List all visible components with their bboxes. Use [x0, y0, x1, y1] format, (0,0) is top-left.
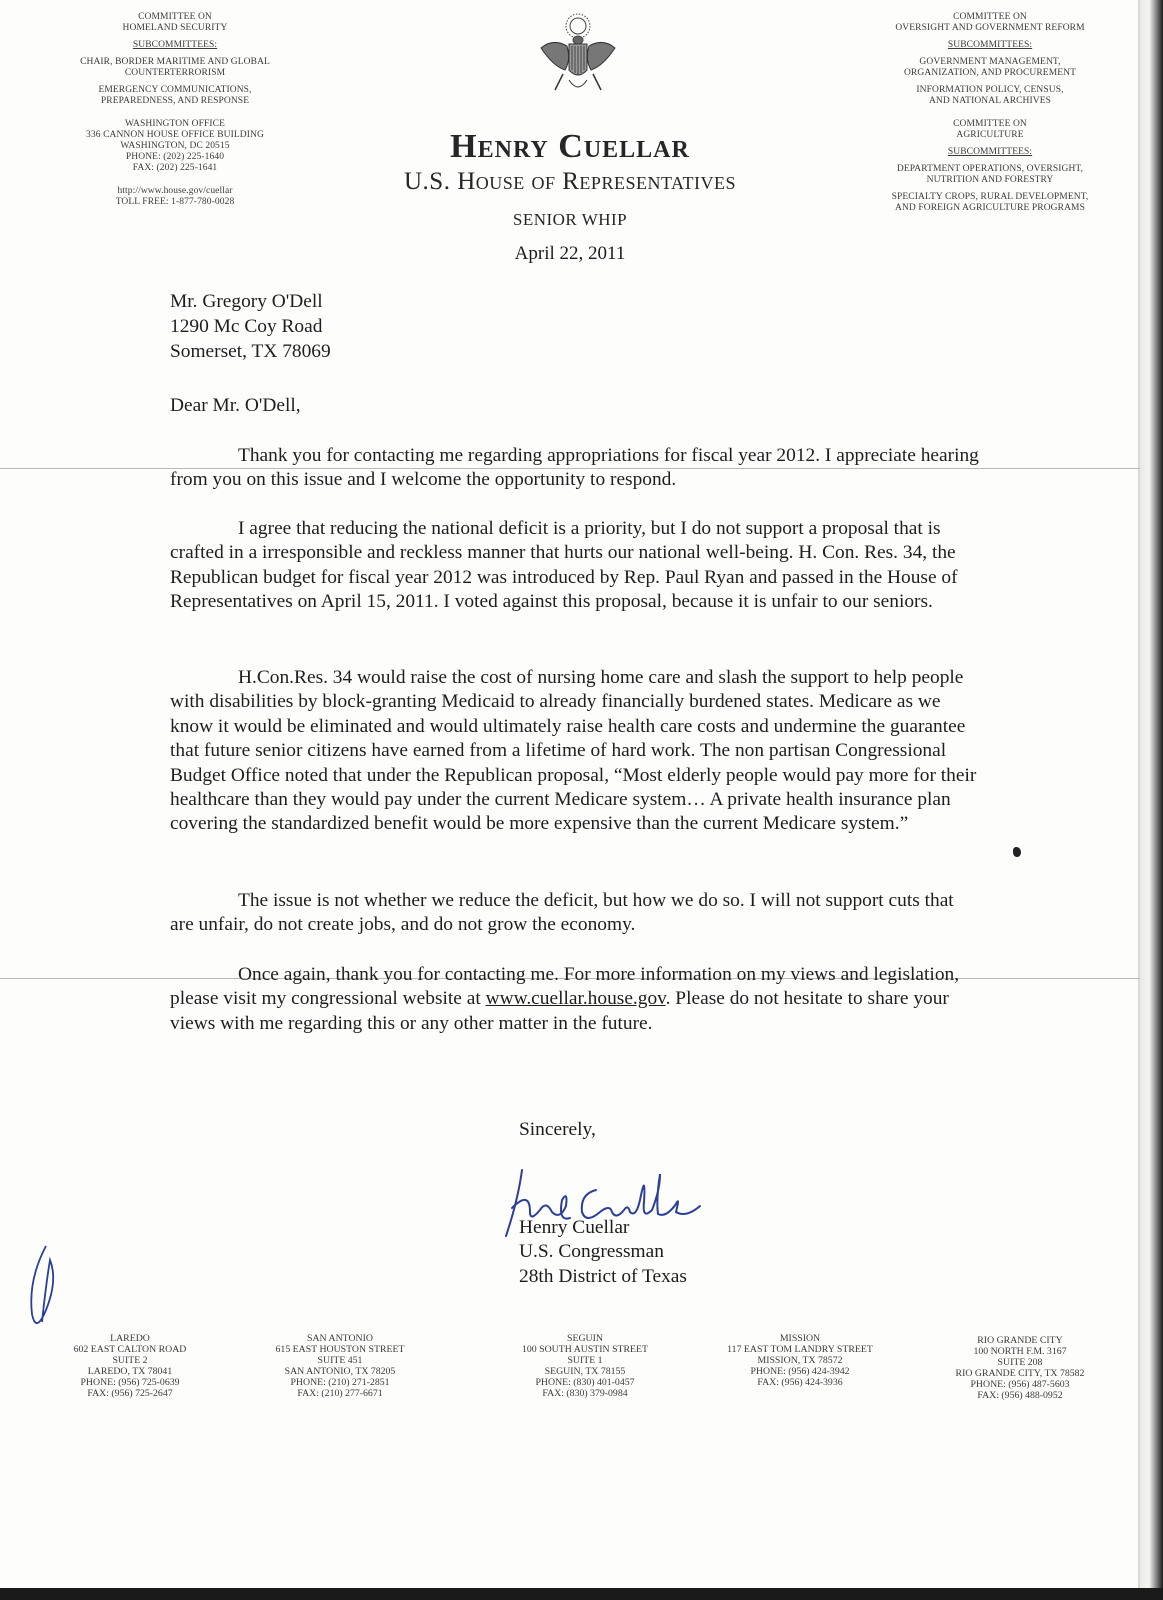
valediction: Sincerely, — [519, 1119, 596, 1140]
office-line: 100 NORTH F.M. 3167 — [973, 1346, 1067, 1357]
paragraph: H.Con.Res. 34 would raise the cost of nursing home care and slash the support to help people with disabilities by block-granting Medicaid to already financially burdened states. Medicare as we know it would be eliminated and would ultimately raise health care costs and undermine the guarantee that future senior citizens have earned from a lifetime of hard work. The non partisan Congressional Budget Office noted that under the Republican proposal, “Most elderly people would pay more for their healthcare than they would pay under the current Medicare system… A private health insurance plan covering the standardized benefit would be more expensive than the current Medicare system.” — [170, 667, 977, 835]
toll-free: TOLL FREE: 1-877-780-0028 — [115, 197, 235, 207]
recipient-address — [170, 289, 980, 364]
subcommittee-line: EMERGENCY COMMUNICATIONS, — [98, 85, 252, 95]
office-phone: PHONE: (202) 225-1640 — [125, 152, 225, 162]
eagle-seal-icon — [533, 8, 623, 100]
paragraph: The issue is not whether we reduce the deficit, but how we do so. I will not support cuts that are unfair, do not create jobs, and do not grow the economy. — [170, 890, 954, 936]
office-city-name: RIO GRANDE CITY — [977, 1335, 1063, 1346]
signature-block — [519, 1216, 687, 1289]
committee-label: COMMITTEE ON — [953, 12, 1027, 22]
office-fax: FAX: (956) 725-2647 — [87, 1388, 173, 1399]
paragraph: Thank you for contacting me regarding appropriations for fiscal year 2012. I appreciate hearing from you on this issue and I welcome the opportunity to respond. — [170, 445, 979, 491]
office-phone: FAX: (956) 424-3936 — [757, 1377, 843, 1388]
office-fax: FAX: (210) 277-6671 — [297, 1388, 383, 1399]
office-line: PHONE: (956) 424-3942 — [750, 1366, 850, 1377]
office-line: SUITE 451 — [317, 1355, 363, 1366]
office-city: WASHINGTON, DC 20515 — [120, 141, 230, 151]
office-line: LAREDO, TX 78041 — [87, 1366, 173, 1377]
subcommittees-label: SUBCOMMITTEES: — [132, 40, 218, 50]
subcommittee-line: DEPARTMENT OPERATIONS, OVERSIGHT, — [896, 164, 1084, 174]
signer-title: U.S. Congressman — [519, 1241, 664, 1263]
committee-name: OVERSIGHT AND GOVERNMENT REFORM — [895, 23, 1085, 33]
office-label: WASHINGTON OFFICE — [125, 119, 225, 129]
office-rio-grande-city — [935, 1335, 1105, 1401]
office-san-antonio — [250, 1333, 430, 1399]
subcommittee-line: GOVERNMENT MANAGEMENT, — [919, 57, 1061, 67]
role-title: SENIOR WHIP — [512, 210, 628, 229]
office-seguin — [495, 1333, 675, 1399]
subcommittee-line: NUTRITION AND FORESTRY — [926, 175, 1054, 185]
committee-name: HOMELAND SECURITY — [122, 23, 228, 33]
paragraph-text: Once again, thank you for contacting me. For more information on my views and legislation, please visit my congressional website at — [170, 964, 960, 1010]
office-fax: FAX: (956) 488-0952 — [977, 1390, 1063, 1401]
paragraph: I agree that reducing the national deficit is a priority, but I do not support a proposal that is crafted in a irresponsible and reckless manner that hurts our national well-being. H. Con. Res. 34, the Republican budget for fiscal year 2012 was introduced by Rep. Paul Ryan and passed in the House of Representatives on April 15, 2011. I voted against this proposal, because it is unfair to our seniors. — [170, 518, 958, 613]
office-line: 602 EAST CALTON ROAD — [73, 1344, 187, 1355]
paragraph-text: . Please do not hesitate to share your views with me regarding this or any other matter in the future. — [170, 988, 949, 1034]
handwritten-initial-icon — [20, 1240, 70, 1340]
subcommittees-label: SUBCOMMITTEES: — [947, 147, 1033, 157]
signer-district: 28th District of Texas — [519, 1265, 687, 1287]
office-mission — [705, 1333, 895, 1388]
office-line: MISSION, TX 78572 — [757, 1355, 843, 1366]
office-city-name: MISSION — [779, 1333, 821, 1344]
scan-edge — [1140, 0, 1163, 1600]
committee-name: AGRICULTURE — [956, 130, 1024, 140]
office-line: SUITE 2 — [112, 1355, 148, 1366]
website-link[interactable]: http://www.house.gov/cuellar — [117, 186, 233, 196]
office-laredo — [50, 1333, 210, 1399]
recipient-street: 1290 Mc Coy Road — [170, 316, 323, 337]
recipient-name: Mr. Gregory O'Dell — [170, 291, 323, 312]
office-fax: FAX: (830) 379-0984 — [542, 1388, 628, 1399]
recipient-city: Somerset, TX 78069 — [170, 341, 331, 362]
office-line: SEGUIN, TX 78155 — [544, 1366, 626, 1377]
representative-name: Henry Cuellar — [450, 128, 690, 165]
office-phone: PHONE: (956) 487-5603 — [970, 1379, 1070, 1390]
ink-spot — [1013, 847, 1021, 857]
committee-label: COMMITTEE ON — [138, 12, 212, 22]
letterhead-right-column — [860, 12, 1120, 214]
signer-name: Henry Cuellar — [519, 1217, 630, 1238]
subcommittee-line: ORGANIZATION, AND PROCUREMENT — [903, 68, 1077, 78]
website-link[interactable]: www.cuellar.house.gov — [485, 988, 666, 1010]
subcommittee-line: AND FOREIGN AGRICULTURE PROGRAMS — [895, 203, 1085, 213]
letter-date: April 22, 2011 — [514, 243, 626, 264]
office-phone: PHONE: (210) 271-2851 — [290, 1377, 390, 1388]
subcommittee-line: SPECIALTY CROPS, RURAL DEVELOPMENT, — [891, 192, 1089, 202]
scan-edge — [0, 1588, 1163, 1600]
office-line: 615 EAST HOUSTON STREET — [275, 1344, 405, 1355]
office-line: SUITE 208 — [997, 1357, 1043, 1368]
office-phone: PHONE: (830) 401-0457 — [535, 1377, 635, 1388]
office-line: 100 SOUTH AUSTIN STREET — [521, 1344, 648, 1355]
office-line: SUITE 1 — [567, 1355, 603, 1366]
office-city-name: SAN ANTONIO — [307, 1333, 373, 1344]
subcommittee-line: AND NATIONAL ARCHIVES — [928, 96, 1052, 106]
office-line: SAN ANTONIO, TX 78205 — [284, 1366, 396, 1377]
house-title: U.S. House of Representatives — [403, 168, 736, 195]
subcommittee-line: COUNTERTERRORISM — [124, 68, 226, 78]
office-line: RIO GRANDE CITY, TX 78582 — [955, 1368, 1085, 1379]
office-phone: PHONE: (956) 725-0639 — [80, 1377, 180, 1388]
office-address: 336 CANNON HOUSE OFFICE BUILDING — [86, 130, 264, 140]
subcommittee-line: CHAIR, BORDER MARITIME AND GLOBAL — [80, 57, 270, 67]
committee-label: COMMITTEE ON — [953, 119, 1027, 129]
office-city-name: LAREDO — [110, 1333, 150, 1344]
paragraph — [170, 963, 980, 1036]
office-line: 117 EAST TOM LANDRY STREET — [727, 1344, 873, 1355]
subcommittee-line: PREPAREDNESS, AND RESPONSE — [100, 96, 250, 106]
office-fax: FAX: (202) 225-1641 — [132, 163, 218, 173]
subcommittee-line: INFORMATION POLICY, CENSUS, — [916, 85, 1064, 95]
salutation: Dear Mr. O'Dell, — [170, 395, 301, 416]
subcommittees-label: SUBCOMMITTEES: — [947, 40, 1033, 50]
office-city-name: SEGUIN — [567, 1333, 603, 1344]
